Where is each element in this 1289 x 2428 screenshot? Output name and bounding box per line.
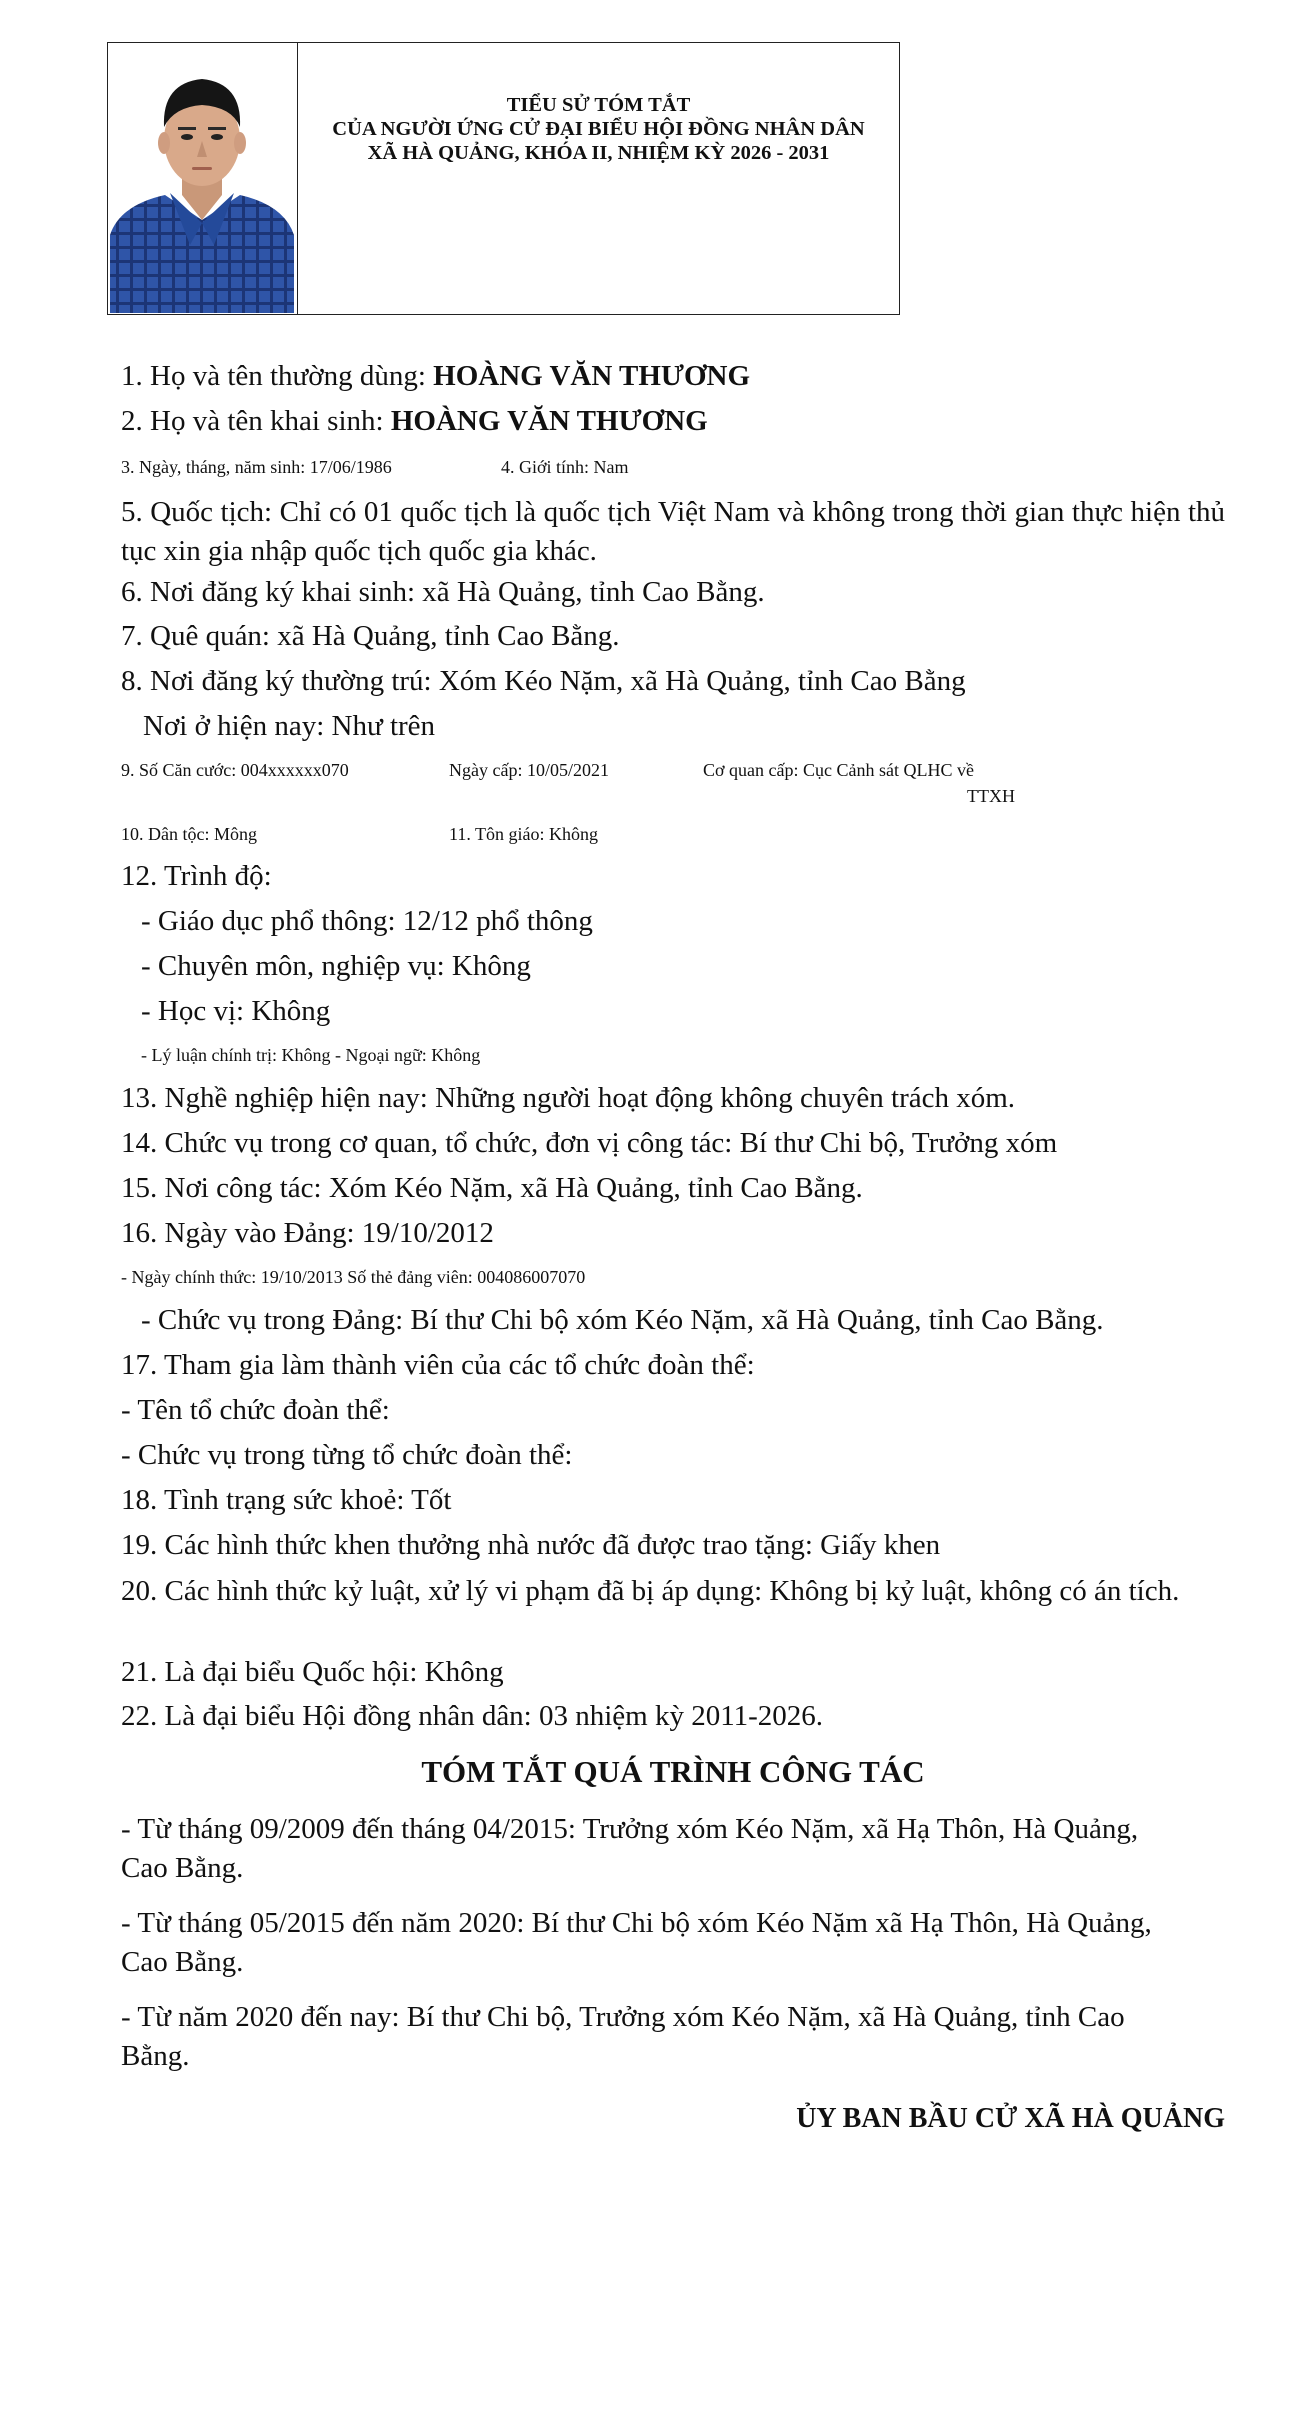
item-2 (121, 405, 708, 438)
item-17-organizations: 17. Tham gia làm thành viên của các tổ chức đoàn thể: (121, 1349, 755, 1381)
item-19-awards: 19. Các hình thức khen thưởng nhà nước đã được trao tặng: Giấy khen (121, 1529, 941, 1561)
item-9-issue-date: Ngày cấp: 10/05/2021 (449, 760, 609, 780)
item-1 (121, 360, 750, 393)
item-12-professional: - Chuyên môn, nghiệp vụ: Không (141, 950, 531, 982)
item-8-permanent-residence: 8. Nơi đăng ký thường trú: Xóm Kéo Nặm, xã Hà Quảng, tỉnh Cao Bằng (121, 665, 966, 697)
item-21-national-assembly: 21. Là đại biểu Quốc hội: Không (121, 1656, 504, 1688)
item-10-ethnicity: 10. Dân tộc: Mông (121, 824, 257, 844)
item-17-organization-role: - Chức vụ trong từng tổ chức đoàn thể: (121, 1439, 573, 1471)
item-17-organization-name: - Tên tổ chức đoàn thể: (121, 1394, 390, 1426)
item-16-party-join-date: 16. Ngày vào Đảng: 19/10/2012 (121, 1217, 494, 1249)
item-9-issuing-agency: Cơ quan cấp: Cục Cảnh sát QLHC về (703, 760, 974, 780)
item-13-occupation: 13. Nghề nghiệp hiện nay: Những người hoạt động không chuyên trách xóm. (121, 1082, 1016, 1114)
common-name: HOÀNG VĂN THƯƠNG (433, 360, 751, 392)
header-box (107, 42, 900, 315)
item-6-birth-registration: 6. Nơi đăng ký khai sinh: xã Hà Quảng, tỉnh Cao Bằng. (121, 576, 765, 608)
item-15-workplace: 15. Nơi công tác: Xóm Kéo Nặm, xã Hà Quảng, tỉnh Cao Bằng. (121, 1172, 863, 1204)
item-1-label: 1. Họ và tên thường dùng: (121, 360, 434, 392)
career-entry: - Từ tháng 05/2015 đến năm 2020: Bí thư Chi bộ xóm Kéo Nặm xã Hạ Thôn, Hà Quảng, Cao Bằng. (121, 1907, 1152, 1978)
title-line-1: TIỂU SỬ TÓM TẮT (506, 94, 691, 116)
item-9-id-number: 9. Số Căn cước: 004xxxxxx070 (121, 760, 349, 780)
item-14-position: 14. Chức vụ trong cơ quan, tổ chức, đơn vị công tác: Bí thư Chi bộ, Trưởng xóm (121, 1127, 1058, 1159)
item-18-health: 18. Tình trạng sức khoẻ: Tốt (121, 1484, 452, 1516)
item-20-discipline: 20. Các hình thức kỷ luật, xử lý vi phạm đã bị áp dụng: Không bị kỷ luật, không có án tích. (121, 1575, 1180, 1607)
title-line-3: XÃ HÀ QUẢNG, KHÓA II, NHIỆM KỲ 2026 - 2031 (367, 142, 830, 164)
career-summary-title: TÓM TẮT QUÁ TRÌNH CÔNG TÁC (421, 1754, 925, 1789)
item-9-issuing-agency-cont: TTXH (967, 786, 1015, 806)
birth-name: HOÀNG VĂN THƯƠNG (390, 405, 708, 437)
item-22-peoples-council: 22. Là đại biểu Hội đồng nhân dân: 03 nhiệm kỳ 2011-2026. (121, 1700, 824, 1732)
item-8-current-residence: Nơi ở hiện nay: Như trên (143, 710, 436, 742)
item-12-politics-language: - Lý luận chính trị: Không - Ngoại ngữ: Không (141, 1045, 481, 1065)
item-16-party-position: - Chức vụ trong Đảng: Bí thư Chi bộ xóm Kéo Nặm, xã Hà Quảng, tỉnh Cao Bằng. (141, 1304, 1104, 1336)
portrait-photo (108, 43, 298, 314)
signature-committee: ỦY BAN BẦU CỬ XÃ HÀ QUẢNG (796, 2103, 1225, 2134)
item-12-general-education: - Giáo dục phổ thông: 12/12 phổ thông (141, 905, 593, 937)
item-3-birthdate: 3. Ngày, tháng, năm sinh: 17/06/1986 (121, 457, 392, 477)
item-4-gender: 4. Giới tính: Nam (501, 457, 629, 477)
item-5-nationality: 5. Quốc tịch: Chỉ có 01 quốc tịch là quốc tịch Việt Nam và không trong thời gian thực hiện thủ tục xin gia nhập quốc tịch quốc gia khác. (121, 496, 1225, 567)
item-12-degree: - Học vị: Không (141, 995, 331, 1027)
career-entry: - Từ năm 2020 đến nay: Bí thư Chi bộ, Trưởng xóm Kéo Nặm, xã Hà Quảng, tỉnh Cao Bằng. (121, 2001, 1125, 2072)
career-entry: - Từ tháng 09/2009 đến tháng 04/2015: Trưởng xóm Kéo Nặm, xã Hạ Thôn, Hà Quảng, Cao Bằng. (121, 1813, 1139, 1884)
item-7-hometown: 7. Quê quán: xã Hà Quảng, tỉnh Cao Bằng. (121, 620, 620, 652)
portrait-image (110, 45, 294, 313)
item-12-education: 12. Trình độ: (121, 860, 272, 892)
title-line-2: CỦA NGƯỜI ỨNG CỬ ĐẠI BIỂU HỘI ĐỒNG NHÂN DÂN (332, 118, 865, 140)
item-11-religion: 11. Tôn giáo: Không (449, 824, 598, 844)
document-title (298, 43, 899, 314)
item-2-label: 2. Họ và tên khai sinh: (121, 405, 391, 437)
item-16-official-date: - Ngày chính thức: 19/10/2013 Số thẻ đảng viên: 004086007070 (121, 1267, 586, 1287)
